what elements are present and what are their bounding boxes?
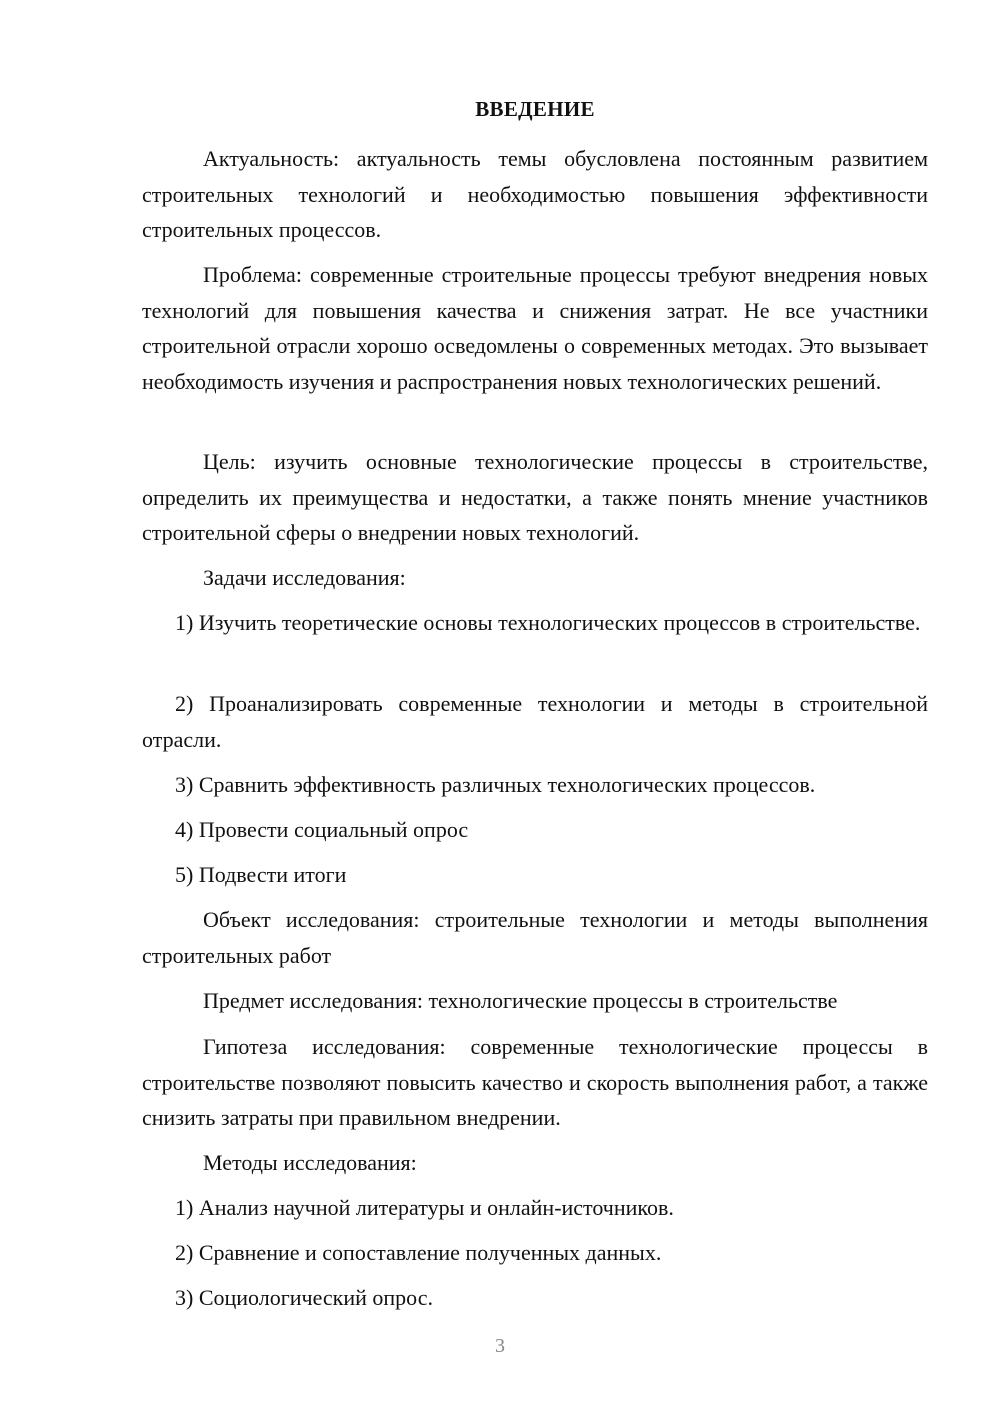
page-number: 3 — [495, 1335, 505, 1357]
task-item-1: 1) Изучить теоретические основы технологических процессов в строительстве. — [175, 610, 921, 635]
paragraph-hypothesis: Гипотеза исследования: современные технологические процессы в строительстве позволяют повысить качество и скорость выполнения работ, а также снизить затраты при правильном внедрении. — [142, 1034, 928, 1130]
method-item-3: 3) Социологический опрос. — [175, 1285, 433, 1310]
task-item-2: 2) Проанализировать современные технологии и методы в строительной отрасли. — [142, 691, 928, 752]
paragraph-methods-title: Методы исследования: — [203, 1150, 417, 1175]
section-heading: ВВЕДЕНИЕ — [475, 97, 595, 121]
paragraph-tasks-title: Задачи исследования: — [203, 565, 406, 590]
paragraph-subject: Предмет исследования: технологические процессы в строительстве — [203, 988, 838, 1013]
method-item-2: 2) Сравнение и сопоставление полученных данных. — [175, 1240, 662, 1265]
paragraph-relevance: Актуальность: актуальность темы обусловлена постоянным развитием строительных технологий и необходимостью повышения эффективности строительных процессов. — [142, 146, 928, 242]
paragraph-problem: Проблема: современные строительные процессы требуют внедрения новых технологий для повышения качества и снижения затрат. Не все участники строительной отрасли хорошо осведомлены о современных методах. Это вызывает необходимость изучения и распространения новых технологических решений. — [142, 262, 928, 394]
method-item-1: 1) Анализ научной литературы и онлайн-источников. — [175, 1195, 674, 1220]
task-item-5: 5) Подвести итоги — [175, 862, 347, 887]
task-item-4: 4) Провести социальный опрос — [175, 817, 469, 842]
paragraph-object: Объект исследования: строительные технологии и методы выполнения строительных работ — [142, 907, 928, 968]
paragraph-goal: Цель: изучить основные технологические процессы в строительстве, определить их преимущества и недостатки, а также понять мнение участников строительной сферы о внедрении новых технологий. — [142, 449, 928, 545]
task-item-3: 3) Сравнить эффективность различных технологических процессов. — [175, 772, 816, 797]
